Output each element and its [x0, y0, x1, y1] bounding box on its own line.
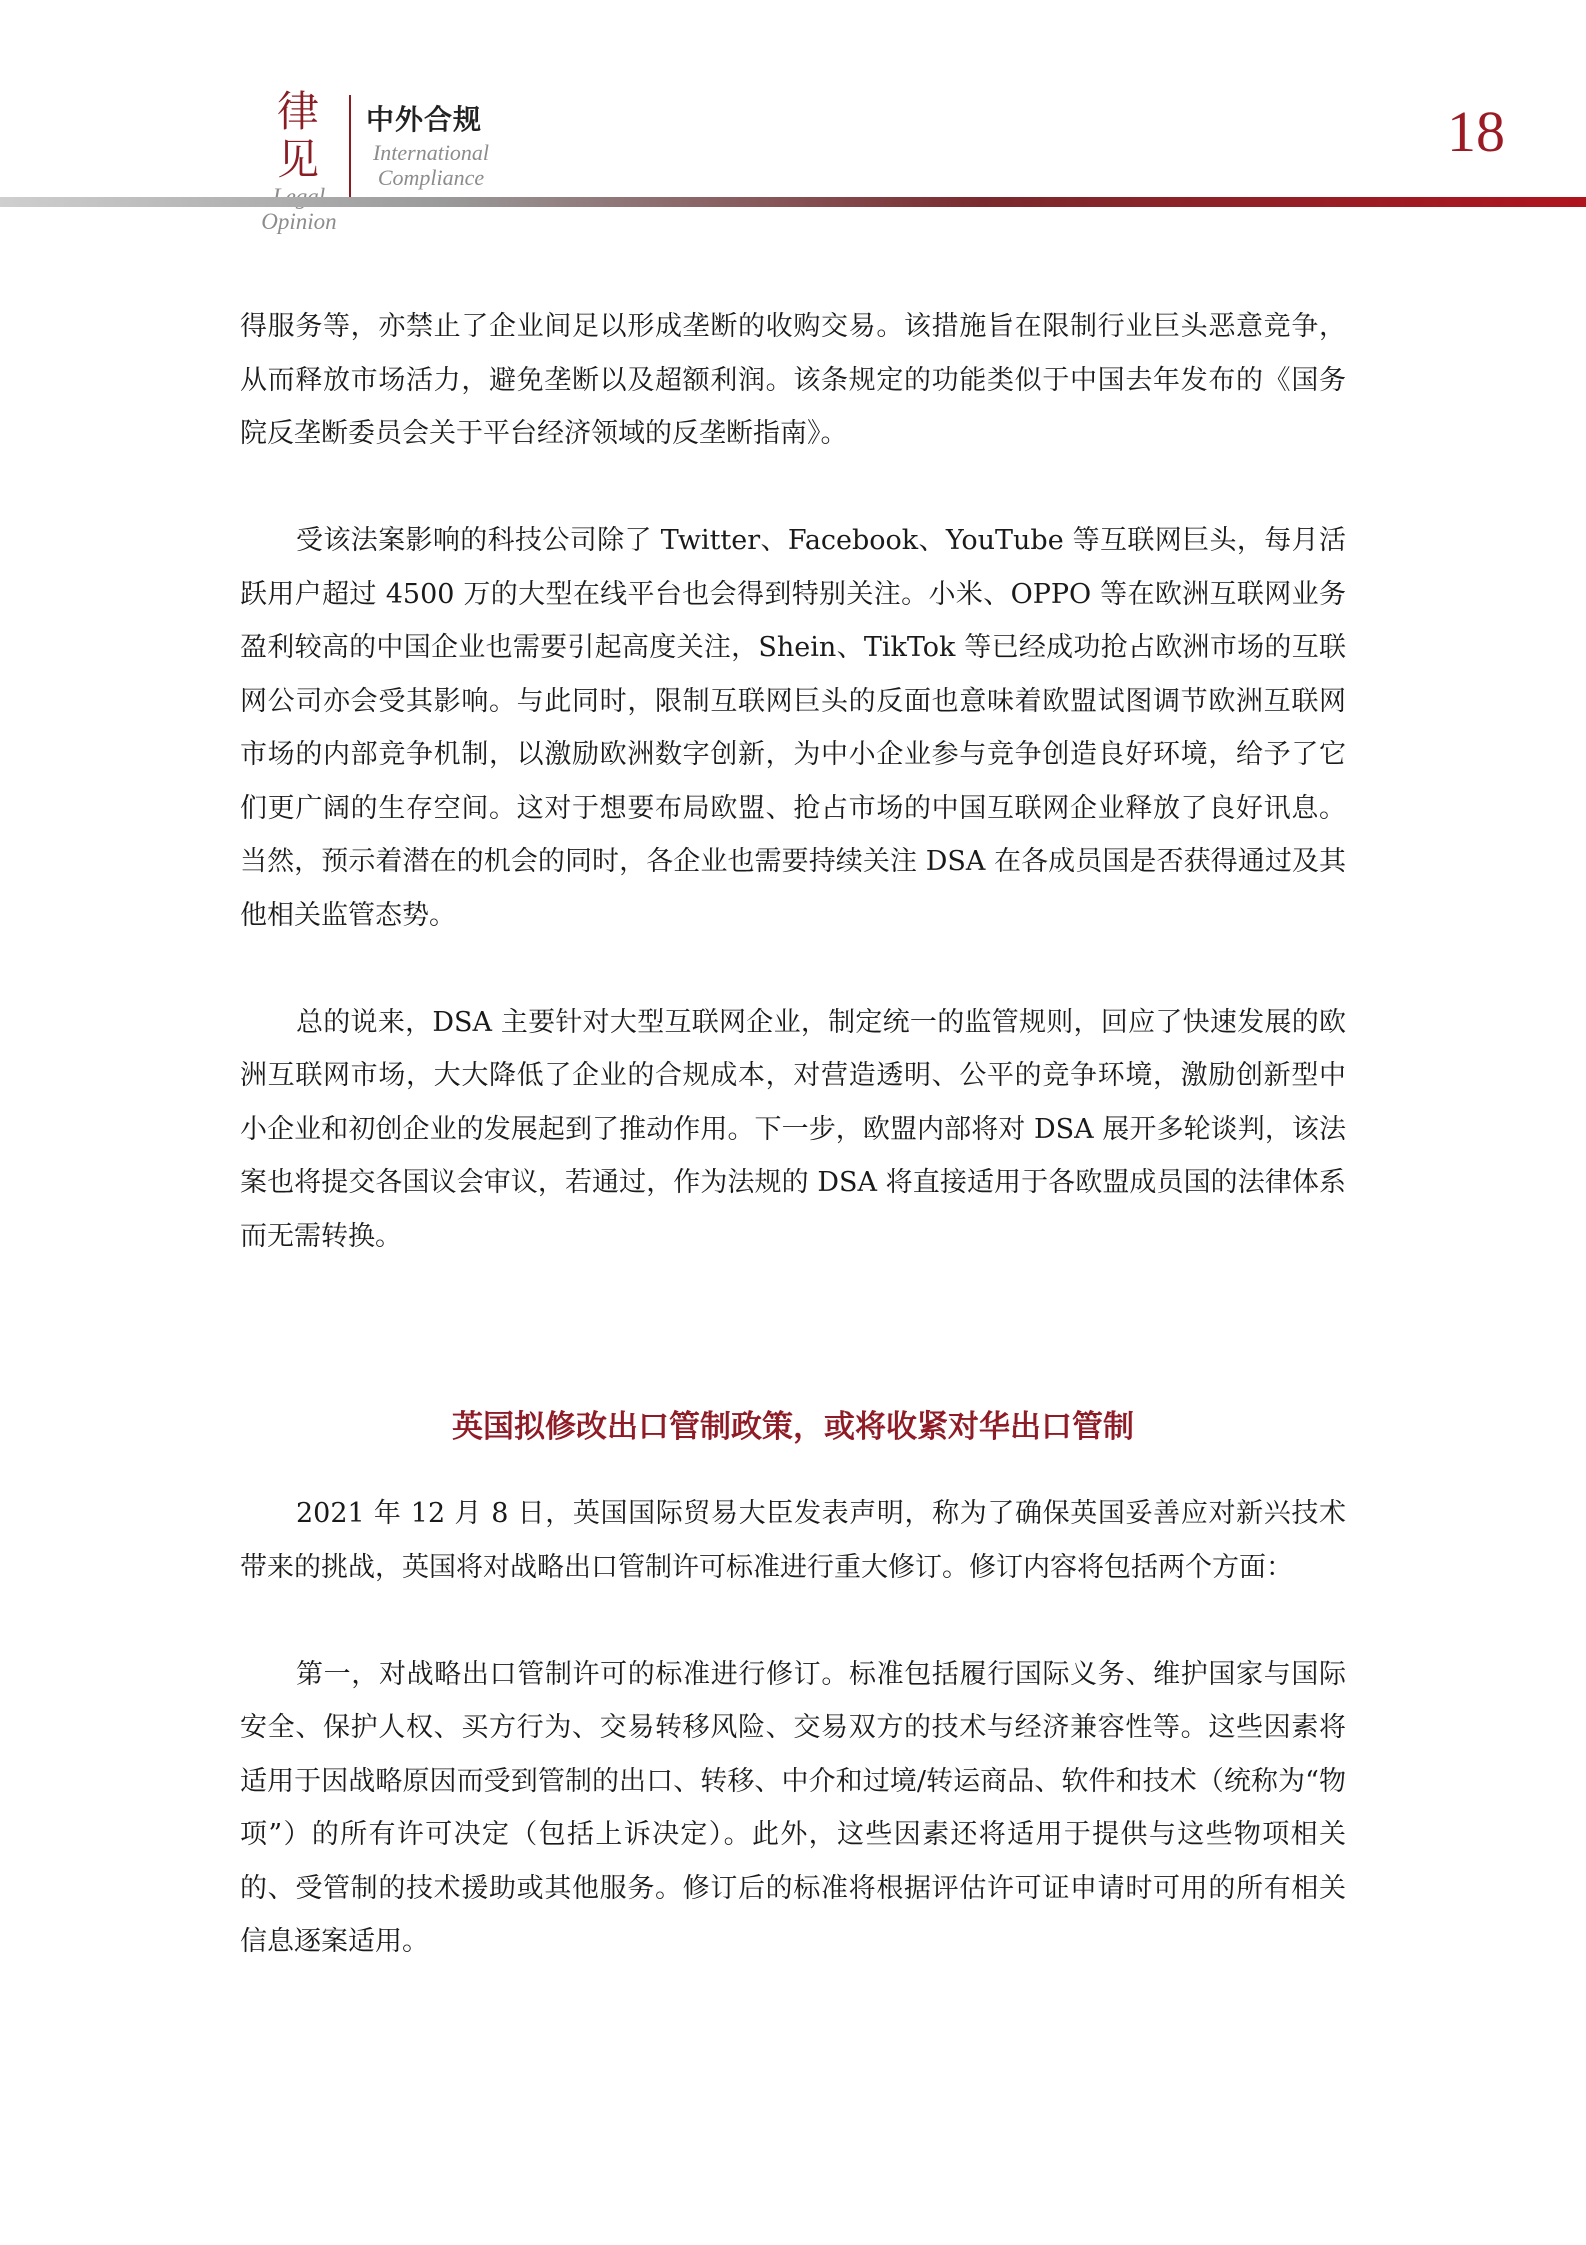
- paragraph-gap: [240, 461, 1346, 515]
- paragraph-3: 总的说来，DSA 主要针对大型互联网企业，制定统一的监管规则，回应了快速发展的欧洲互联网市场，大大降低了企业的合规成本，对营造透明、公平的竞争环境，激励创新型中小企业和初创企业的发展起到了推动作用。下一步，欧盟内部将对 DSA 展开多轮谈判，该法案也将提交各国议会审议，若通过，作为法规的 DSA 将直接适用于各欧盟成员国的法律体系而无需转换。: [240, 1006, 1346, 1252]
- header-gradient-bar: [0, 197, 1586, 207]
- paragraph-gap: [240, 1594, 1346, 1648]
- logo-international-compliance: [366, 100, 496, 190]
- page-body: [240, 300, 1346, 1969]
- page-number: 18: [1447, 99, 1505, 164]
- logo-left-en-2: Opinion: [261, 209, 337, 234]
- paragraph-5: 第一，对战略出口管制许可的标准进行修订。标准包括履行国际义务、维护国家与国际安全、保护人权、买方行为、交易转移风险、交易双方的技术与经济兼容性等。这些因素将适用于因战略原因而受到管制的出口、转移、中介和过境/转运商品、软件和技术（统称为“物项”）的所有许可决定（包括上诉决定）。此外，这些因素还将适用于提供与这些物项相关的、受管制的技术援助或其他服务。修订后的标准将根据评估许可证申请时可用的所有相关信息逐案适用。: [240, 1658, 1346, 1957]
- logo-left-cn: 律见: [276, 87, 321, 184]
- paragraph-4: 2021 年 12 月 8 日，英国国际贸易大臣发表声明，称为了确保英国妥善应对新兴技术带来的挑战，英国将对战略出口管制许可标准进行重大修订。修订内容将包括两个方面：: [240, 1498, 1346, 1583]
- logo-legal-opinion: [258, 88, 340, 234]
- title-gap: [240, 1457, 1346, 1487]
- page-header: [0, 0, 1586, 234]
- paragraph-2: 受该法案影响的科技公司除了 Twitter、Facebook、YouTube 等互联网巨头，每月活跃用户超过 4500 万的大型在线平台也会得到特别关注。小米、OPPO 等在欧洲互联网业务盈利较高的中国企业也需要引起高度关注，Shein、TikTok 等已经成功抢占欧洲市场的互联网公司亦会受其影响。与此同时，限制互联网巨头的反面也意味着欧盟试图调节欧洲互联网市场的内部竞争机制，以激励欧洲数字创新，为中小企业参与竞争创造良好环境，给予了它们更广阔的生存空间。这对于想要布局欧盟、抢占市场的中国互联网企业释放了良好讯息。当然，预示着潜在的机会的同时，各企业也需要持续关注 DSA 在各成员国是否获得通过及其他相关监管态势。: [240, 525, 1346, 931]
- logo-right-en-2: Compliance: [377, 165, 485, 190]
- logo-divider: [349, 95, 351, 205]
- paragraph-1: 得服务等，亦禁止了企业间足以形成垄断的收购交易。该措施旨在限制行业巨头恶意竞争，从而释放市场活力，避免垄断以及超额利润。该条规定的功能类似于中国去年发布的《国务院反垄断委员会关于平台经济领域的反垄断指南》。: [240, 311, 1346, 449]
- section-title: 英国拟修改出口管制政策，或将收紧对华出口管制: [452, 1409, 1134, 1445]
- paragraph-gap: [240, 942, 1346, 996]
- logo-right-cn: 中外合规: [366, 103, 483, 136]
- logo-right-en-1: International: [372, 140, 490, 165]
- section-gap: [240, 1263, 1346, 1397]
